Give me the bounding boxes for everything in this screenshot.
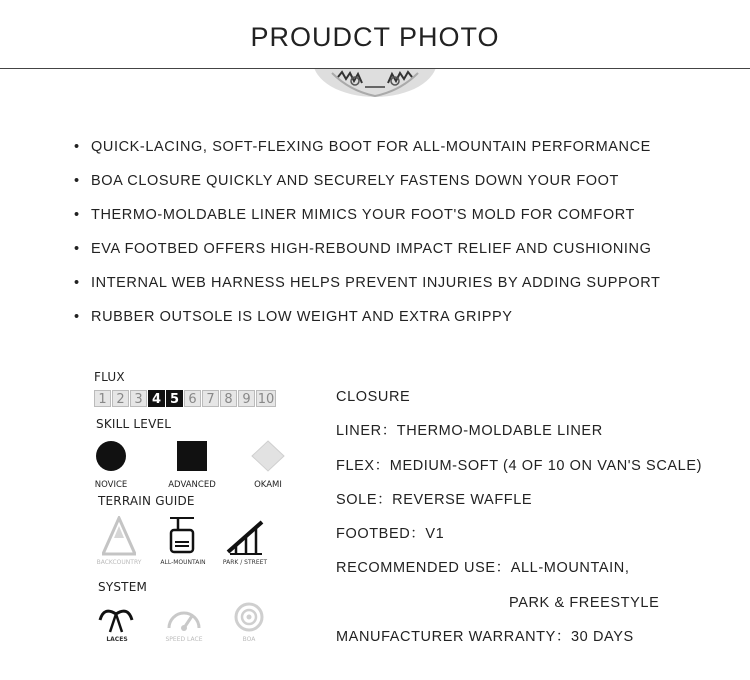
spec-warranty: MANUFACTURER WARRANTY：30 DAYS [336, 629, 634, 646]
system-label: SPEED LACE [165, 636, 203, 643]
rail-icon [226, 518, 266, 560]
system-label: LACES [106, 636, 128, 643]
terrain-label: ALL-MOUNTAIN [160, 559, 206, 566]
terrain-label: PARK / STREET [222, 559, 268, 566]
diamond-icon [238, 440, 298, 475]
spec-flex: FLEX：MEDIUM-SOFT (4 OF 10 ON VAN'S SCALE) [336, 457, 703, 474]
flex-heading: FLUX [94, 370, 125, 384]
terrain-label: BACKCOUNTRY [96, 559, 142, 566]
skill-label: ADVANCED [168, 480, 216, 490]
flex-scale [94, 390, 276, 407]
spec-list [336, 386, 702, 660]
spec-recommended-use-cont: PARK & FREESTYLE [509, 594, 660, 611]
skill-heading: SKILL LEVEL [96, 417, 172, 431]
feature-item: • RUBBER OUTSOLE IS LOW WEIGHT AND EXTRA GRIPPY [74, 309, 513, 325]
flex-box: 9 [238, 390, 255, 407]
flex-box-selected: 5 [166, 390, 183, 407]
skill-label: OKAMI [254, 480, 282, 490]
flex-box: 3 [130, 390, 147, 407]
terrain-heading: TERRAIN GUIDE [98, 494, 195, 508]
square-icon [160, 440, 224, 475]
feature-item: • QUICK-LACING, SOFT-FLEXING BOOT FOR ALL-MOUNTAIN PERFORMANCE [74, 139, 651, 155]
boa-dial-icon [234, 602, 264, 636]
system-label: BOA [242, 636, 256, 643]
flex-box: 6 [184, 390, 201, 407]
product-photo [310, 69, 440, 99]
spec-recommended-use: RECOMMENDED USE：ALL-MOUNTAIN, [336, 560, 630, 577]
spec-sole: SOLE：REVERSE WAFFLE [336, 491, 533, 508]
feature-item: • EVA FOOTBED OFFERS HIGH-REBOUND IMPACT RELIEF AND CUSHIONING [74, 241, 652, 257]
skill-label: NOVICE [94, 480, 128, 490]
laces-icon [98, 604, 134, 638]
rating-panel [88, 368, 298, 658]
chairlift-icon [166, 516, 200, 560]
flex-box: 8 [220, 390, 237, 407]
system-heading: SYSTEM [98, 580, 148, 594]
speed-lace-icon [166, 604, 202, 638]
feature-item: • BOA CLOSURE QUICKLY AND SECURELY FASTENS DOWN YOUR FOOT [74, 173, 619, 189]
skill-novice [88, 440, 134, 490]
feature-item: • THERMO-MOLDABLE LINER MIMICS YOUR FOOT'S MOLD FOR COMFORT [74, 207, 635, 223]
flex-box: 2 [112, 390, 129, 407]
page-header [0, 0, 750, 69]
mountain-icon [102, 516, 136, 560]
feature-item: • INTERNAL WEB HARNESS HELPS PREVENT INJURIES BY ADDING SUPPORT [74, 275, 661, 291]
flex-box: 7 [202, 390, 219, 407]
spec-closure: CLOSURE [336, 389, 411, 405]
page-title: PROUDCT PHOTO [250, 22, 500, 52]
skill-advanced [160, 440, 224, 490]
flex-box: 1 [94, 390, 111, 407]
spec-liner: LINER：THERMO-MOLDABLE LINER [336, 423, 603, 440]
circle-icon [88, 440, 134, 475]
flex-box: 10 [257, 392, 275, 407]
spec-footbed: FOOTBED：V1 [336, 526, 445, 543]
flex-box-selected: 4 [148, 390, 165, 407]
feature-list [74, 136, 660, 340]
skill-okami [238, 440, 298, 490]
